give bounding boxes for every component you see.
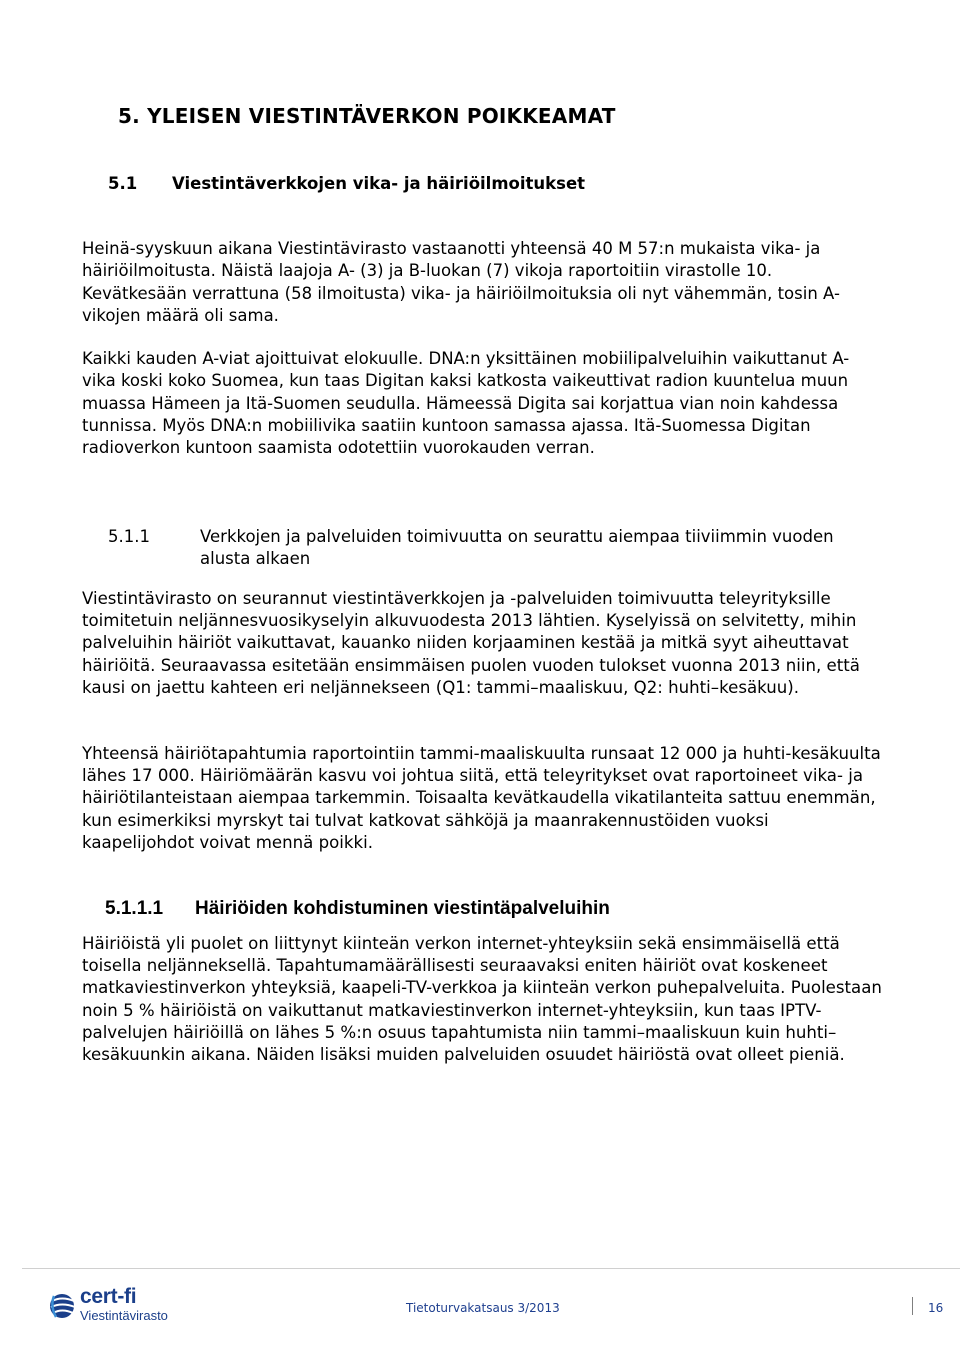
- subsubsection-number: 5.1.1.1: [105, 898, 164, 919]
- cert-fi-logo: [48, 1285, 188, 1330]
- footer-separator: [912, 1297, 913, 1315]
- globe-icon: [48, 1290, 78, 1324]
- subsection-number: 5.1.1: [108, 527, 150, 546]
- paragraph-4: Yhteensä häiriötapahtumia raportointiin tammi-maaliskuulta runsaat 12 000 ja huhti-kesäkuulta lähes 17 000. Häiriömäärän kasvu voi johtua siitä, että teleyritykset ovat raportoineet vika- ja häiriötilanteistaan aiempaa tarkemmin. Toisaalta kevätkaudella vikatilanteita sattuu enemmän, kun esimerkiksi myrskyt tai tulvat katkovat sähköjä ja maanrakennustöiden vuoksi kaapelijohdot voivat mennä poikki.: [82, 744, 881, 852]
- logo-wordmark: cert-fi: [80, 1285, 137, 1308]
- paragraph-2: Kaikki kauden A-viat ajoittuivat elokuulle. DNA:n yksittäinen mobiilipalveluihin vaikuttanut A-vika koski koko Suomea, kun taas Digitan kaksi katkosta vaikeuttivat radion kuuntelua muun muassa Hämeen ja Itä-Suomen seudulla. Hämeessä Digita sai korjattua vian noin kahdessa tunnissa. Myös DNA:n mobiilivika saatiin kuntoon samassa ajassa. Itä-Suomessa Digitan radioverkon kuntoon saamista odotettiin vuorokauden verran.: [82, 349, 850, 458]
- section-title: Viestintäverkkojen vika- ja häiriöilmoitukset: [172, 174, 586, 193]
- chapter-heading: 5. YLEISEN VIESTINTÄVERKON POIKKEAMAT: [118, 104, 616, 128]
- page-number: 16: [928, 1301, 944, 1315]
- paragraph-3: Viestintävirasto on seurannut viestintäverkkojen ja -palveluiden toimivuutta teleyrityksille toimitetuin neljännesvuosikyselyin alkuvuodesta 2013 lähtien. Kyselyissä on selvitetty, mihin palveluihin häiriöt vaikuttavat, kauanko niiden korjaaminen kestää ja mitkä syyt aiheuttavat häiriöitä. Seuraavassa esitetään ensimmäisen puolen vuoden tulokset vuonna 2013 niin, että kausi on jaettu kahteen eri neljännekseen (Q1: tammi–maaliskuu, Q2: huhti–kesäkuu).: [82, 589, 860, 697]
- footer-document-title: Tietoturvakatsaus 3/2013: [406, 1301, 560, 1315]
- logo-subtitle: Viestintävirasto: [80, 1308, 168, 1323]
- paragraph-1: Heinä-syyskuun aikana Viestintävirasto vastaanotti yhteensä 40 M 57:n mukaista vika- ja häiriöilmoitusta. Näistä laajoja A- (3) ja B-luokan (7) vikoja raportoitiin virastolle 10. Kevätkesään verrattuna (58 ilmoitusta) vika- ja häiriöilmoituksia oli nyt vähemmän, tosin A-vikojen määrä oli sama.: [82, 239, 840, 325]
- footer-divider: [22, 1268, 960, 1269]
- subsubsection-heading: [105, 898, 610, 920]
- section-heading: [108, 174, 585, 193]
- subsubsection-title: Häiriöiden kohdistuminen viestintäpalveluihin: [195, 898, 610, 919]
- subsection-title: Verkkojen ja palveluiden toimivuutta on seurattu aiempaa tiiviimmin vuoden alusta alkaen: [200, 527, 834, 568]
- section-number: 5.1: [108, 174, 138, 193]
- paragraph-5: Häiriöistä yli puolet on liittynyt kiinteän verkon internet-yhteyksiin sekä ensimmäisellä että toisella neljänneksellä. Tapahtumamäärällisesti seuraavaksi eniten häiriöt ovat koskeneet matkaviestinverkon yhteyksiä, kaapeli-TV-verkkoa ja kiinteän verkon puhepalveluita. Puolestaan noin 5 % häiriöistä on vaikuttanut matkaviestinverkon internet-yhteyksiin, kun taas IPTV-palvelujen häiriöillä on lähes 5 %:n osuus tapahtumista niin tammi–maaliskuun kuin huhti–kesäkuunkin aikana. Näiden lisäksi muiden palveluiden osuudet häiriöstä ovat olleet pieniä.: [82, 934, 882, 1065]
